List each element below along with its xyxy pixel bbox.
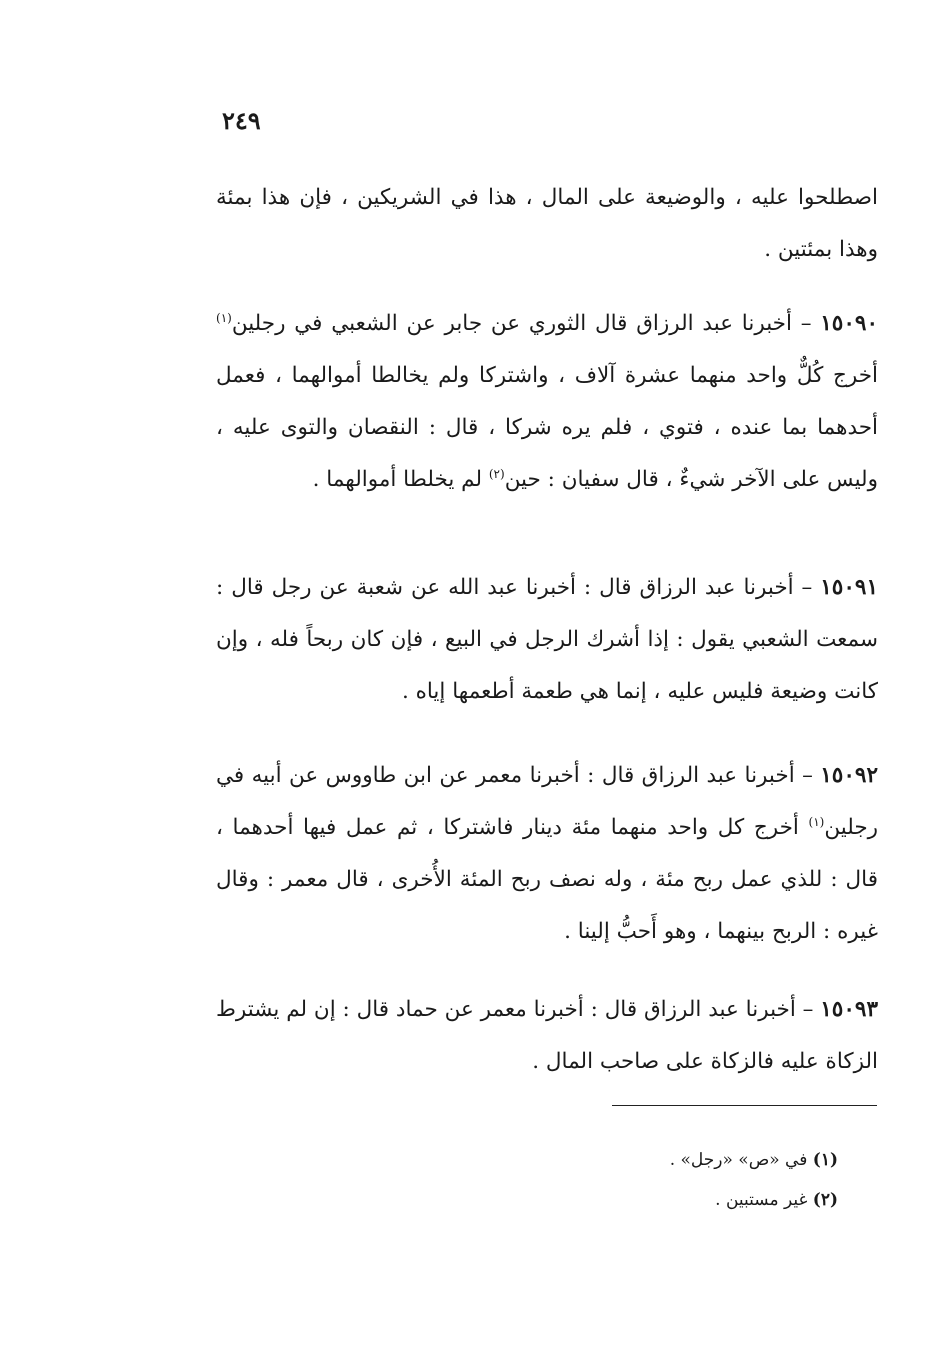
hadith-paragraph bbox=[216, 984, 878, 1088]
footnote-reference: (٢) bbox=[488, 466, 505, 481]
hadith-15092 bbox=[216, 750, 878, 958]
hadith-15091 bbox=[216, 562, 878, 718]
hadith-paragraph bbox=[216, 562, 878, 718]
hadith-text: – أخبرنا عبد الرزاق قال الثوري عن جابر عن الشعبي في رجلين bbox=[231, 311, 821, 336]
hadith-text: – أخبرنا عبد الرزاق قال : أخبرنا معمر عن حماد قال : إن لم يشترط الزكاة عليه فالزكاة على صاحب المال . bbox=[216, 997, 878, 1074]
footnote-reference: (١) bbox=[216, 310, 232, 325]
footnote-divider bbox=[612, 1105, 877, 1106]
footnote-mark: (٢) bbox=[812, 1190, 838, 1210]
hadith-paragraph bbox=[216, 750, 878, 958]
hadith-paragraph bbox=[216, 298, 878, 506]
page-number: ٢٤٩ bbox=[222, 106, 261, 135]
hadith-text: – أخبرنا عبد الرزاق قال : أخبرنا عبد الله عن شعبة عن رجل قال : سمعت الشعبي يقول : إذا أشرك الرجل في البيع ، فإن كان ربحاً فله ، وإن كانت وضيعة فليس عليه ، إنما هي طعمة أطعمها إياه . bbox=[216, 575, 878, 704]
hadith-number: ١٥٠٩٠ bbox=[820, 311, 878, 336]
footnote-text: غير مستبين . bbox=[715, 1190, 813, 1210]
hadith-text: أخرج كُلٌّ واحد منهما عشرة آلاف ، واشتركا ولم يخالطا أموالهما ، فعمل أحدهما بما عنده ، فتوي ، فلم يره شركا ، قال : النقصان والتوى عليه ، وليس على الآخر شيءٌ ، قال سفيان : حين bbox=[216, 363, 878, 492]
footnote-mark: (١) bbox=[812, 1150, 838, 1170]
footnote bbox=[560, 1180, 838, 1220]
hadith-15093 bbox=[216, 984, 878, 1088]
hadith-text: أخرج كل واحد منهما مئة دينار فاشتركا ، ثم عمل فيها أحدهما ، قال : للذي عمل ربح مئة ، وله نصف ربح المئة الأُخرى ، قال معمر : وقال غيره : الربح بينهما ، وهو أَحبُّ إلينا . bbox=[216, 815, 878, 944]
hadith-number: ١٥٠٩٣ bbox=[820, 997, 878, 1022]
hadith-15090 bbox=[216, 298, 878, 506]
footnote bbox=[560, 1140, 838, 1180]
continuation-paragraph bbox=[216, 172, 878, 276]
hadith-text: – أخبرنا عبد الرزاق قال : أخبرنا معمر عن ابن طاووس عن أبيه في رجلين bbox=[216, 763, 878, 840]
footnote-reference: (١) bbox=[808, 814, 825, 829]
continuation-text: اصطلحوا عليه ، والوضيعة على المال ، هذا في الشريكين ، فإن هذا بمئة وهذا بمئتين . bbox=[216, 185, 878, 262]
hadith-number: ١٥٠٩١ bbox=[820, 575, 878, 600]
hadith-number: ١٥٠٩٢ bbox=[820, 763, 878, 788]
hadith-text: لم يخلطا أموالهما . bbox=[312, 467, 489, 492]
footnote-text: في «ص» «رجل» . bbox=[669, 1150, 813, 1170]
footnotes bbox=[560, 1140, 838, 1220]
